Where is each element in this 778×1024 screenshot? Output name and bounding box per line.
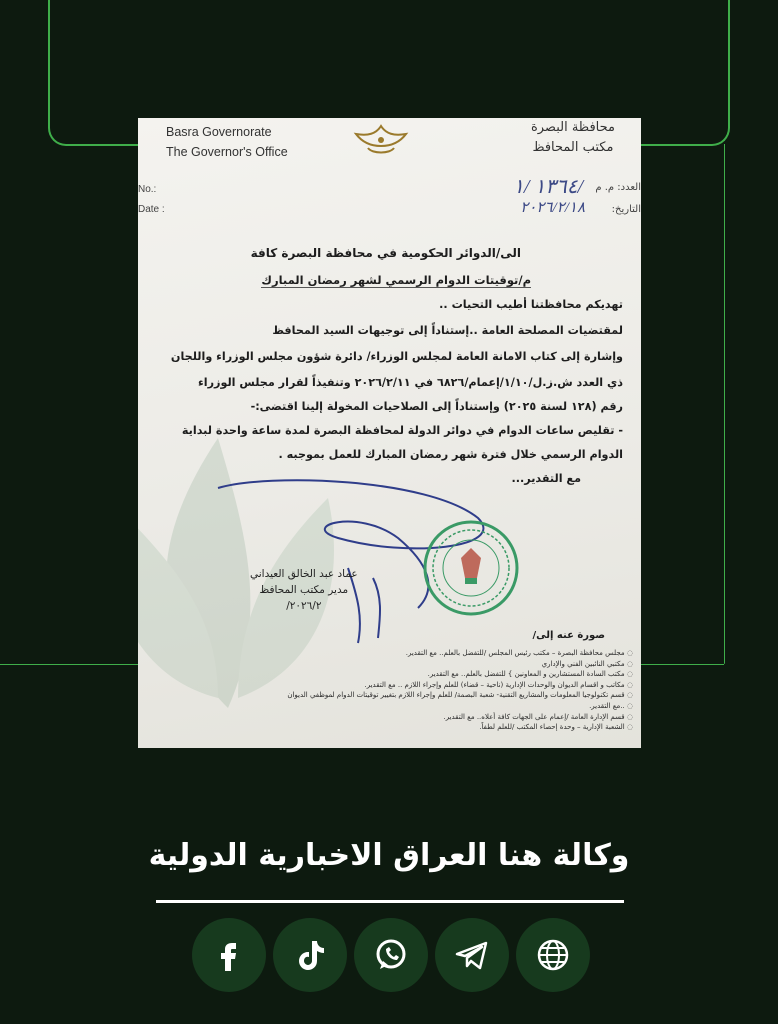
number-label-en: No.: — [138, 184, 157, 195]
letter-addressee: الى/الدوائر الحكومية في محافظة البصرة كافة — [250, 246, 521, 260]
handwritten-document-date: ٢٠٢٦/٢/١٨ — [520, 200, 585, 216]
whatsapp-icon[interactable] — [354, 918, 428, 992]
letter-paragraph-line: الدوام الرسمي خلال فترة شهر رمضان المبارك للعمل بموجبه . — [278, 448, 623, 461]
globe-icon[interactable] — [516, 918, 590, 992]
cc-item: ◌ قسم تكنولوجيا المعلومات والمشاريع التقنية- شعبة البصمة/ للعلم وإجراء اللازم بتغيير توقيتات الدوام لموظفي الديوان — [153, 690, 633, 701]
letter-paragraph-line: رقم (١٢٨ لسنة ٢٠٢٥) وإستناداً إلى الصلاحيات المخولة إلينا اقتضى:- — [250, 400, 623, 413]
date-label-ar: التاريخ: — [611, 204, 641, 215]
tiktok-icon[interactable] — [273, 918, 347, 992]
number-label-ar: العدد: م. م — [595, 182, 641, 193]
letter-greeting: تهديكم محافظتنا أطيب التحيات .. — [439, 298, 623, 311]
letterhead-en-line-2: The Governor's Office — [166, 145, 288, 159]
cc-item: ◌ مكتب السادة المستشارين و المعاونين } للتفضل بالعلم.. مع التقدير. — [153, 669, 633, 680]
official-stamp-icon — [421, 518, 521, 618]
letter-subject: م/توقيتات الدوام الرسمي لشهر رمضان المبارك — [261, 273, 531, 287]
eagle-emblem-icon — [348, 120, 414, 162]
letter-closing: مع التقدير... — [511, 472, 581, 485]
cc-item: ◌ الشعبة الإدارية – وحدة إحصاء المكتب /للعلم لطفاً. — [153, 722, 633, 733]
date-label-en: Date : — [138, 204, 165, 215]
signatory-name: عماد عبد الخالق العيداني — [250, 568, 358, 580]
letterhead-ar-line-2: مكتب المحافظ — [532, 140, 614, 155]
letter-paragraph-line: ذي العدد ش.ز.ل/١/١٠/إعمام/٦٨٢٦ في ٢٠٢٦/٢/١١ وتنفيذاً لقرار مجلس الوزراء — [198, 376, 623, 389]
signatory-date: ٢٠٢٦/٢/ — [286, 600, 322, 612]
telegram-icon[interactable] — [435, 918, 509, 992]
decorative-frame-right — [724, 144, 725, 664]
letterhead-ar-line-1: محافظة البصرة — [530, 120, 615, 135]
cc-item: ◌ مكتبي النائبين الفني والإداري — [153, 659, 633, 670]
letterhead-english — [166, 122, 288, 162]
signatory-title: مدير مكتب المحافظ — [259, 584, 349, 596]
letter-paragraph-line: - تقليص ساعات الدوام في دوائر الدولة لمحافظة البصرة لمدة ساعة واحدة لبداية — [181, 424, 623, 437]
cc-item: ◌ قسم الإدارة العامة /إعمام على الجهات كافة أعلاه.. مع التقدير. — [153, 712, 633, 723]
agency-underline — [156, 900, 624, 903]
cc-title: صورة عنه إلى/ — [532, 630, 605, 641]
facebook-icon[interactable] — [192, 918, 266, 992]
cc-item: ◌ مكاتب و اقسام الديوان والوحدات الإدارية (ناحية – قضاء) للعلم وإجراء اللازم .. مع التقدير. — [153, 680, 633, 691]
letterhead-en-line-1: Basra Governorate — [166, 125, 272, 139]
official-letter-photo — [138, 118, 641, 748]
letter-paragraph-line: وإشارة إلى كتاب الامانة العامة لمجلس الوزراء/ دائرة شؤون مجلس الوزراء واللجان — [170, 350, 623, 363]
agency-name: وكالة هنا العراق الاخبارية الدولية — [148, 838, 630, 873]
letterhead-arabic — [531, 118, 615, 158]
letter-paragraph-line: لمقتضيات المصلحة العامة ..إستناداً إلى توجيهات السيد المحافظ — [272, 324, 623, 337]
social-links — [192, 918, 592, 994]
cc-list — [153, 648, 633, 733]
cc-item: ◌ ..مع التقدير. — [153, 701, 633, 712]
handwritten-document-number: ١٣٦٤ /١/ — [513, 176, 583, 198]
cc-item: ◌ مجلس محافظة البصرة – مكتب رئيس المجلس /للتفضل بالعلم.. مع التقدير. — [153, 648, 633, 659]
signatory-block — [250, 566, 358, 614]
